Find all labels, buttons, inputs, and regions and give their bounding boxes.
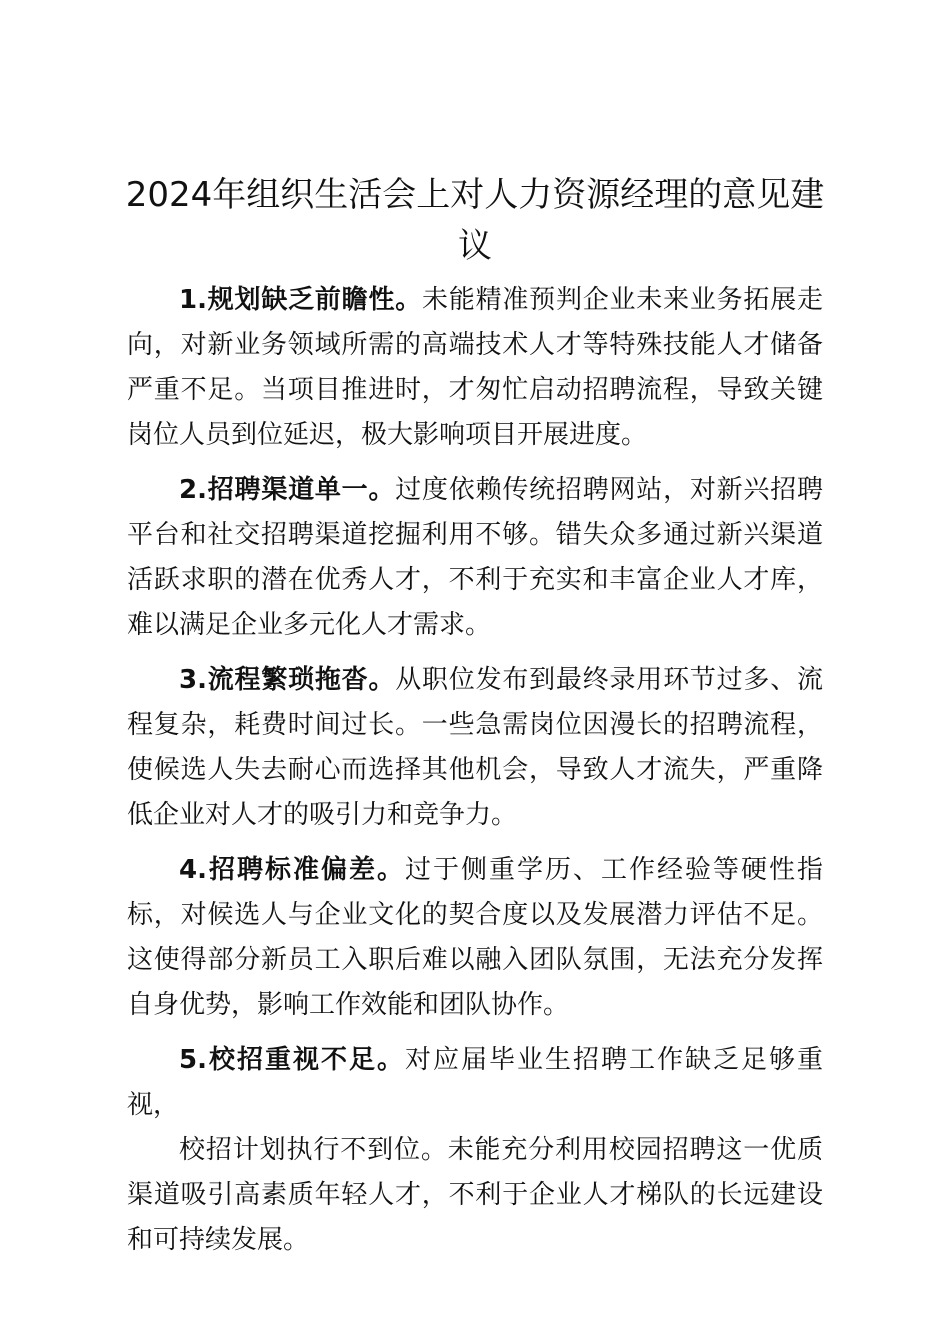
document-title: 2024年组织生活会上对人力资源经理的意见建议 <box>125 175 825 266</box>
paragraph-1-text: 未能精准预判企业未来业务拓展走向，对新业务领域所需的高端技术人才等特殊技能人才储备严重不足。当项目推进时，才匆忙启动招聘流程，导致关键岗位人员到位延迟，极大影响项目开展进度。 <box>127 285 823 450</box>
paragraph-4 <box>127 848 823 1028</box>
document-body <box>127 278 823 1273</box>
paragraph-1 <box>127 278 823 458</box>
paragraph-3-heading: 3.流程繁琐拖沓。 <box>179 665 396 695</box>
paragraph-4-text: 过于侧重学历、工作经验等硬性指标，对候选人与企业文化的契合度以及发展潜力评估不足。这使得部分新员工入职后难以融入团队氛围，无法充分发挥自身优势，影响工作效能和团队协作。 <box>127 855 823 1020</box>
paragraph-3-text: 从职位发布到最终录用环节过多、流程复杂，耗费时间过长。一些急需岗位因漫长的招聘流程，使候选人失去耐心而选择其他机会，导致人才流失，严重降低企业对人才的吸引力和竞争力。 <box>127 665 823 830</box>
paragraph-5-heading: 5.校招重视不足。 <box>179 1045 405 1075</box>
paragraph-2 <box>127 468 823 648</box>
paragraph-5-continuation: 校招计划执行不到位。未能充分利用校园招聘这一优质渠道吸引高素质年轻人才，不利于企业人才梯队的长远建设和可持续发展。 <box>127 1135 823 1255</box>
paragraph-3 <box>127 658 823 838</box>
paragraph-2-text: 过度依赖传统招聘网站，对新兴招聘平台和社交招聘渠道挖掘利用不够。错失众多通过新兴渠道活跃求职的潜在优秀人才，不利于充实和丰富企业人才库，难以满足企业多元化人才需求。 <box>127 475 823 640</box>
paragraph-5 <box>127 1038 823 1128</box>
paragraph-1-heading: 1.规划缺乏前瞻性。 <box>179 285 423 315</box>
paragraph-5-text: 对应届毕业生招聘工作缺乏足够重视， <box>127 1045 823 1120</box>
paragraph-4-heading: 4.招聘标准偏差。 <box>179 855 405 885</box>
paragraph-2-heading: 2.招聘渠道单一。 <box>179 475 396 505</box>
